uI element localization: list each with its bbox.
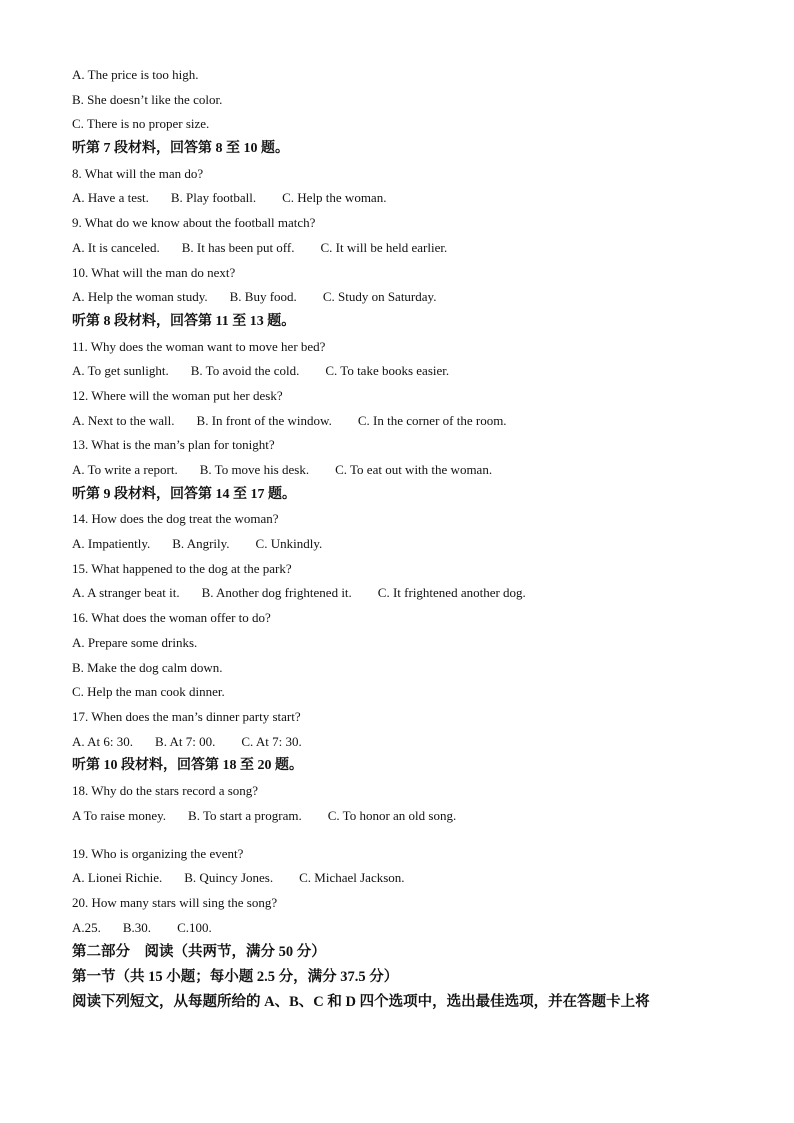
text-line: A. Prepare some drinks. — [72, 634, 198, 650]
text-line: 11. Why does the woman want to move her bed? — [72, 338, 326, 354]
answer-option: A.25. — [72, 919, 101, 935]
answer-option: B. At 7: 00. — [155, 733, 216, 749]
answer-option: A To raise money. — [72, 807, 167, 823]
option-row — [72, 285, 732, 310]
answer-option: A. Help the woman study. — [72, 289, 208, 305]
section-heading: 听第 9 段材料，回答第 14 至 17 题。 — [72, 486, 296, 502]
text-line: A. The price is too high. — [72, 67, 199, 82]
option-row — [72, 186, 732, 211]
answer-option: C. Michael Jackson. — [299, 870, 405, 886]
answer-option: B.30. — [122, 919, 152, 935]
option-row — [72, 236, 732, 261]
answer-option: A. Next to the wall. — [72, 412, 175, 428]
answer-option: C. To eat out with the woman. — [335, 462, 493, 477]
text-line: 13. What is the man’s plan for tonight? — [72, 437, 275, 453]
text-line: 19. Who is organizing the event? — [72, 845, 244, 861]
answer-option: A. It is canceled. — [72, 239, 160, 255]
answer-option: C. It will be held earlier. — [320, 239, 448, 255]
text-line: 14. How does the dog treat the woman? — [72, 511, 279, 527]
answer-option: C. At 7: 30. — [241, 733, 302, 749]
answer-option: B. To start a program. — [188, 807, 302, 823]
answer-option: B. Buy food. — [229, 289, 297, 305]
answer-option: A. Have a test. — [72, 190, 149, 206]
text-line: B. Make the dog calm down. — [72, 659, 223, 675]
text-line: B. She doesn’t like the color. — [72, 91, 223, 107]
answer-option: B. It has been put off. — [181, 239, 295, 255]
section-heading: 听第 10 段材料，回答第 18 至 20 题。 — [72, 758, 303, 774]
text-line: C. Help the man cook dinner. — [72, 684, 225, 700]
option-row — [72, 730, 732, 755]
option-row — [72, 532, 732, 557]
answer-option: C. To take books easier. — [325, 363, 450, 379]
answer-option: B. Angrily. — [172, 536, 230, 552]
text-line: 10. What will the man do next? — [72, 264, 236, 280]
section-heading: 听第 8 段材料，回答第 11 至 13 题。 — [72, 313, 296, 329]
answer-option: B. To move his desk. — [199, 462, 310, 477]
option-row — [72, 458, 732, 483]
option-row — [72, 916, 732, 941]
part-heading: 第一节（共 15 小题；每小题 2.5 分，满分 37.5 分） — [72, 969, 399, 986]
answer-option: A. To get sunlight. — [72, 363, 169, 379]
option-row — [72, 866, 732, 891]
text-line: 16. What does the woman offer to do? — [72, 610, 271, 626]
answer-option: C.100. — [177, 919, 212, 935]
answer-option: A. Impatiently. — [72, 536, 151, 552]
answer-option: C. In the corner of the room. — [357, 412, 507, 428]
text-line: 15. What happened to the dog at the park? — [72, 560, 292, 576]
exam-page — [72, 63, 732, 1014]
answer-option: A. Lionei Richie. — [72, 870, 163, 886]
answer-option: B. To avoid the cold. — [190, 363, 300, 379]
answer-option: A. At 6: 30. — [72, 733, 134, 749]
text-line: 20. How many stars will sing the song? — [72, 895, 278, 910]
answer-option: C. Unkindly. — [255, 536, 323, 552]
answer-option: C. It frightened another dog. — [377, 585, 526, 601]
answer-option: B. Play football. — [170, 190, 257, 206]
text-line: 8. What will the man do? — [72, 165, 204, 181]
answer-option: B. Quincy Jones. — [184, 870, 274, 886]
answer-option: B. In front of the window. — [196, 412, 332, 428]
answer-option: C. To honor an old song. — [327, 807, 457, 823]
part-heading: 阅读下列短文，从每题所给的 A、B、C 和 D 四个选项中，选出最佳选项，并在答题卡上将 — [72, 993, 650, 1010]
part-heading: 第二部分 阅读（共两节，满分 50 分） — [72, 944, 326, 961]
answer-option: C. Help the woman. — [282, 190, 387, 206]
text-line: 18. Why do the stars record a song? — [72, 782, 259, 798]
text-line: 9. What do we know about the football match? — [72, 215, 316, 231]
answer-option: A. To write a report. — [72, 462, 178, 477]
option-row — [72, 581, 732, 606]
option-row — [72, 804, 732, 842]
option-row — [72, 359, 732, 384]
text-line: C. There is no proper size. — [72, 116, 210, 132]
answer-option: C. Study on Saturday. — [322, 289, 437, 305]
option-row — [72, 409, 732, 434]
answer-option: A. A stranger beat it. — [72, 585, 180, 601]
section-heading: 听第 7 段材料，回答第 8 至 10 题。 — [72, 141, 289, 157]
text-line: 12. Where will the woman put her desk? — [72, 387, 283, 403]
text-line: 17. When does the man’s dinner party start? — [72, 708, 301, 724]
answer-option: B. Another dog frightened it. — [201, 585, 352, 601]
